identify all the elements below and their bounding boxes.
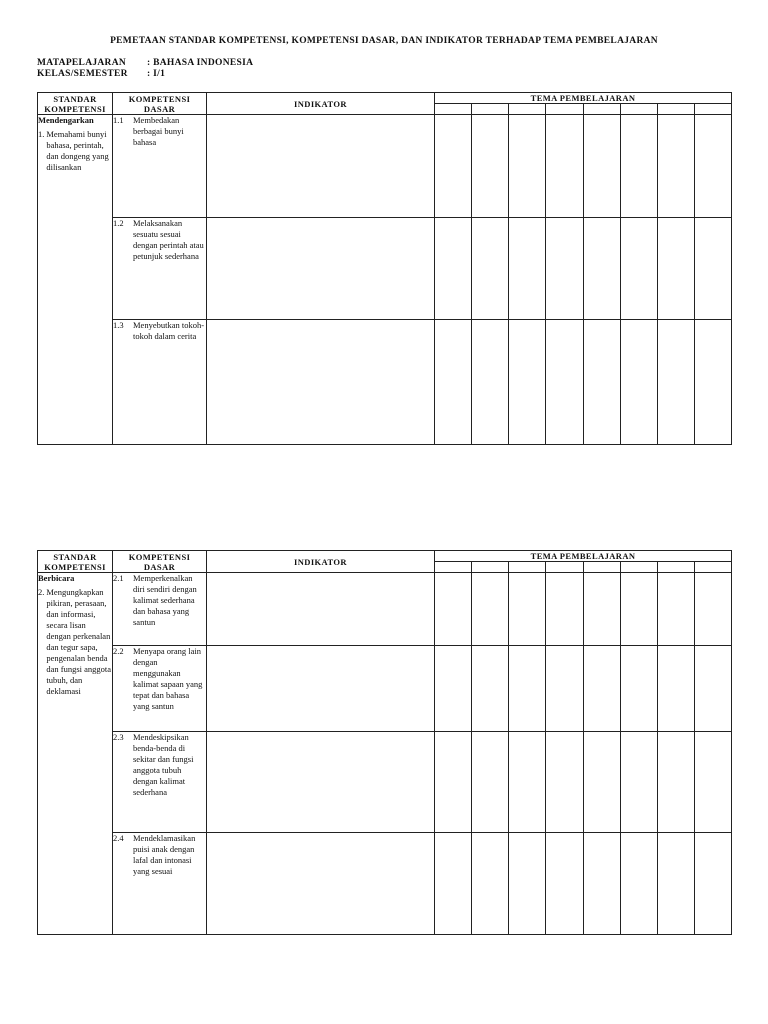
kompetensi-dasar-cell	[113, 573, 207, 646]
sk-text: Mengungkapkan pikiran, perasaan, dan informasi, secara lisan dengan perkenalan dan tegur sapa, pengenalan benda dan fungsi anggota tubuh, dan deklamasi	[46, 587, 112, 696]
tema-cell	[509, 833, 546, 935]
tema-cell	[621, 732, 658, 833]
tema-cell	[658, 833, 695, 935]
tema-cell	[695, 573, 732, 646]
tema-cell	[546, 732, 584, 833]
tema-cell	[546, 218, 584, 320]
tema-header-cell	[435, 562, 472, 573]
header-standar: STANDAR KOMPETENSI	[38, 93, 113, 115]
tema-cell	[695, 218, 732, 320]
sk-text: Memahami bunyi bahasa, perintah, dan dongeng yang dilisankan	[46, 129, 109, 172]
meta-label-subject: MATAPELAJARAN	[37, 58, 127, 68]
tema-cell	[509, 320, 546, 445]
standar-kompetensi-cell	[38, 115, 113, 445]
kd-number: 1.2	[113, 218, 124, 228]
tema-cell	[584, 115, 621, 218]
tema-cell	[435, 732, 472, 833]
tema-cell	[695, 115, 732, 218]
tema-cell	[621, 218, 658, 320]
sk-number: 2.	[38, 587, 45, 597]
kd-text: Membedakan berbagai bunyi bahasa	[133, 115, 184, 147]
tema-cell	[435, 646, 472, 732]
tema-cell	[472, 646, 509, 732]
header-indikator: INDIKATOR	[207, 93, 435, 115]
tema-cell	[621, 320, 658, 445]
meta-value-subject: : BAHASA INDONESIA	[147, 58, 254, 68]
meta-value-class: : I/1	[147, 69, 166, 79]
tema-cell	[435, 218, 472, 320]
tema-cell	[658, 115, 695, 218]
header-indikator: INDIKATOR	[207, 551, 435, 573]
kd-text: Mendeskipsikan benda-benda di sekitar dan fungsi anggota tubuh dengan kalimat sederhana	[133, 732, 194, 797]
tema-header-cell	[472, 104, 509, 115]
sk-title: Mendengarkan	[38, 115, 94, 125]
tema-cell	[472, 732, 509, 833]
mapping-table-2	[37, 550, 732, 935]
mapping-table-1	[37, 92, 732, 445]
sk-number: 1.	[38, 129, 45, 139]
tema-cell	[546, 833, 584, 935]
kompetensi-dasar-cell	[113, 115, 207, 218]
indikator-cell	[207, 833, 435, 935]
tema-header-cell	[695, 104, 732, 115]
tema-cell	[584, 218, 621, 320]
tema-cell	[621, 646, 658, 732]
tema-cell	[695, 732, 732, 833]
tema-header-cell	[621, 104, 658, 115]
tema-cell	[584, 573, 621, 646]
tema-cell	[546, 573, 584, 646]
indikator-cell	[207, 573, 435, 646]
tema-cell	[584, 833, 621, 935]
meta-row-subject	[37, 58, 253, 68]
kd-number: 2.3	[113, 732, 124, 742]
standar-kompetensi-cell	[38, 573, 113, 935]
kompetensi-dasar-cell	[113, 646, 207, 732]
tema-cell	[509, 646, 546, 732]
tema-cell	[509, 732, 546, 833]
tema-cell	[695, 833, 732, 935]
indikator-cell	[207, 218, 435, 320]
tema-cell	[658, 573, 695, 646]
tema-header-cell	[658, 104, 695, 115]
kompetensi-dasar-cell	[113, 732, 207, 833]
header-standar: STANDAR KOMPETENSI	[38, 551, 113, 573]
kd-text: Mendeklamasikan puisi anak dengan lafal dan intonasi yang sesuai	[133, 833, 196, 876]
tema-cell	[472, 218, 509, 320]
tema-cell	[509, 218, 546, 320]
header-tema: TEMA PEMBELAJARAN	[435, 551, 732, 562]
document-title: PEMETAAN STANDAR KOMPETENSI, KOMPETENSI DASAR, DAN INDIKATOR TERHADAP TEMA PEMBELAJARAN	[110, 36, 658, 46]
tema-cell	[584, 646, 621, 732]
tema-header-cell	[695, 562, 732, 573]
tema-cell	[546, 320, 584, 445]
tema-header-cell	[658, 562, 695, 573]
header-kompetensi: KOMPETENSI DASAR	[113, 551, 207, 573]
tema-cell	[695, 320, 732, 445]
tema-cell	[435, 833, 472, 935]
tema-cell	[435, 115, 472, 218]
tema-cell	[509, 573, 546, 646]
tema-cell	[584, 320, 621, 445]
tema-cell	[472, 115, 509, 218]
tema-cell	[472, 320, 509, 445]
indikator-cell	[207, 115, 435, 218]
tema-cell	[621, 573, 658, 646]
tema-header-cell	[509, 562, 546, 573]
indikator-cell	[207, 732, 435, 833]
tema-header-cell	[435, 104, 472, 115]
kd-number: 2.1	[113, 573, 124, 583]
tema-header-cell	[584, 104, 621, 115]
kd-text: Menyapa orang lain dengan menggunakan kalimat sapaan yang tepat dan bahasa yang santun	[133, 646, 203, 711]
tema-cell	[546, 646, 584, 732]
tema-cell	[621, 833, 658, 935]
tema-cell	[435, 320, 472, 445]
kd-number: 1.3	[113, 320, 124, 330]
kd-text: Melaksanakan sesuatu sesuai dengan perintah atau petunjuk sederhana	[133, 218, 204, 261]
tema-cell	[695, 646, 732, 732]
header-tema: TEMA PEMBELAJARAN	[435, 93, 732, 104]
kompetensi-dasar-cell	[113, 833, 207, 935]
tema-header-cell	[546, 562, 584, 573]
sk-title: Berbicara	[38, 573, 75, 583]
header-kompetensi: KOMPETENSI DASAR	[113, 93, 207, 115]
tema-cell	[509, 115, 546, 218]
tema-cell	[472, 573, 509, 646]
meta-label-class: KELAS/SEMESTER	[37, 69, 128, 79]
kd-text: Memperkenalkan diri sendiri dengan kalimat sederhana dan bahasa yang santun	[133, 573, 197, 627]
kd-text: Menyebutkan tokoh-tokoh dalam cerita	[133, 320, 205, 341]
tema-cell	[472, 833, 509, 935]
kompetensi-dasar-cell	[113, 320, 207, 445]
tema-header-cell	[546, 104, 584, 115]
kompetensi-dasar-cell	[113, 218, 207, 320]
meta-row-class	[37, 69, 165, 79]
tema-cell	[658, 646, 695, 732]
tema-cell	[658, 732, 695, 833]
kd-number: 2.2	[113, 646, 124, 656]
tema-cell	[658, 218, 695, 320]
tema-cell	[435, 573, 472, 646]
kd-number: 1.1	[113, 115, 124, 125]
kd-number: 2.4	[113, 833, 124, 843]
tema-header-cell	[509, 104, 546, 115]
tema-header-cell	[621, 562, 658, 573]
tema-cell	[584, 732, 621, 833]
tema-cell	[658, 320, 695, 445]
tema-cell	[546, 115, 584, 218]
tema-cell	[621, 115, 658, 218]
indikator-cell	[207, 646, 435, 732]
tema-header-cell	[584, 562, 621, 573]
indikator-cell	[207, 320, 435, 445]
tema-header-cell	[472, 562, 509, 573]
